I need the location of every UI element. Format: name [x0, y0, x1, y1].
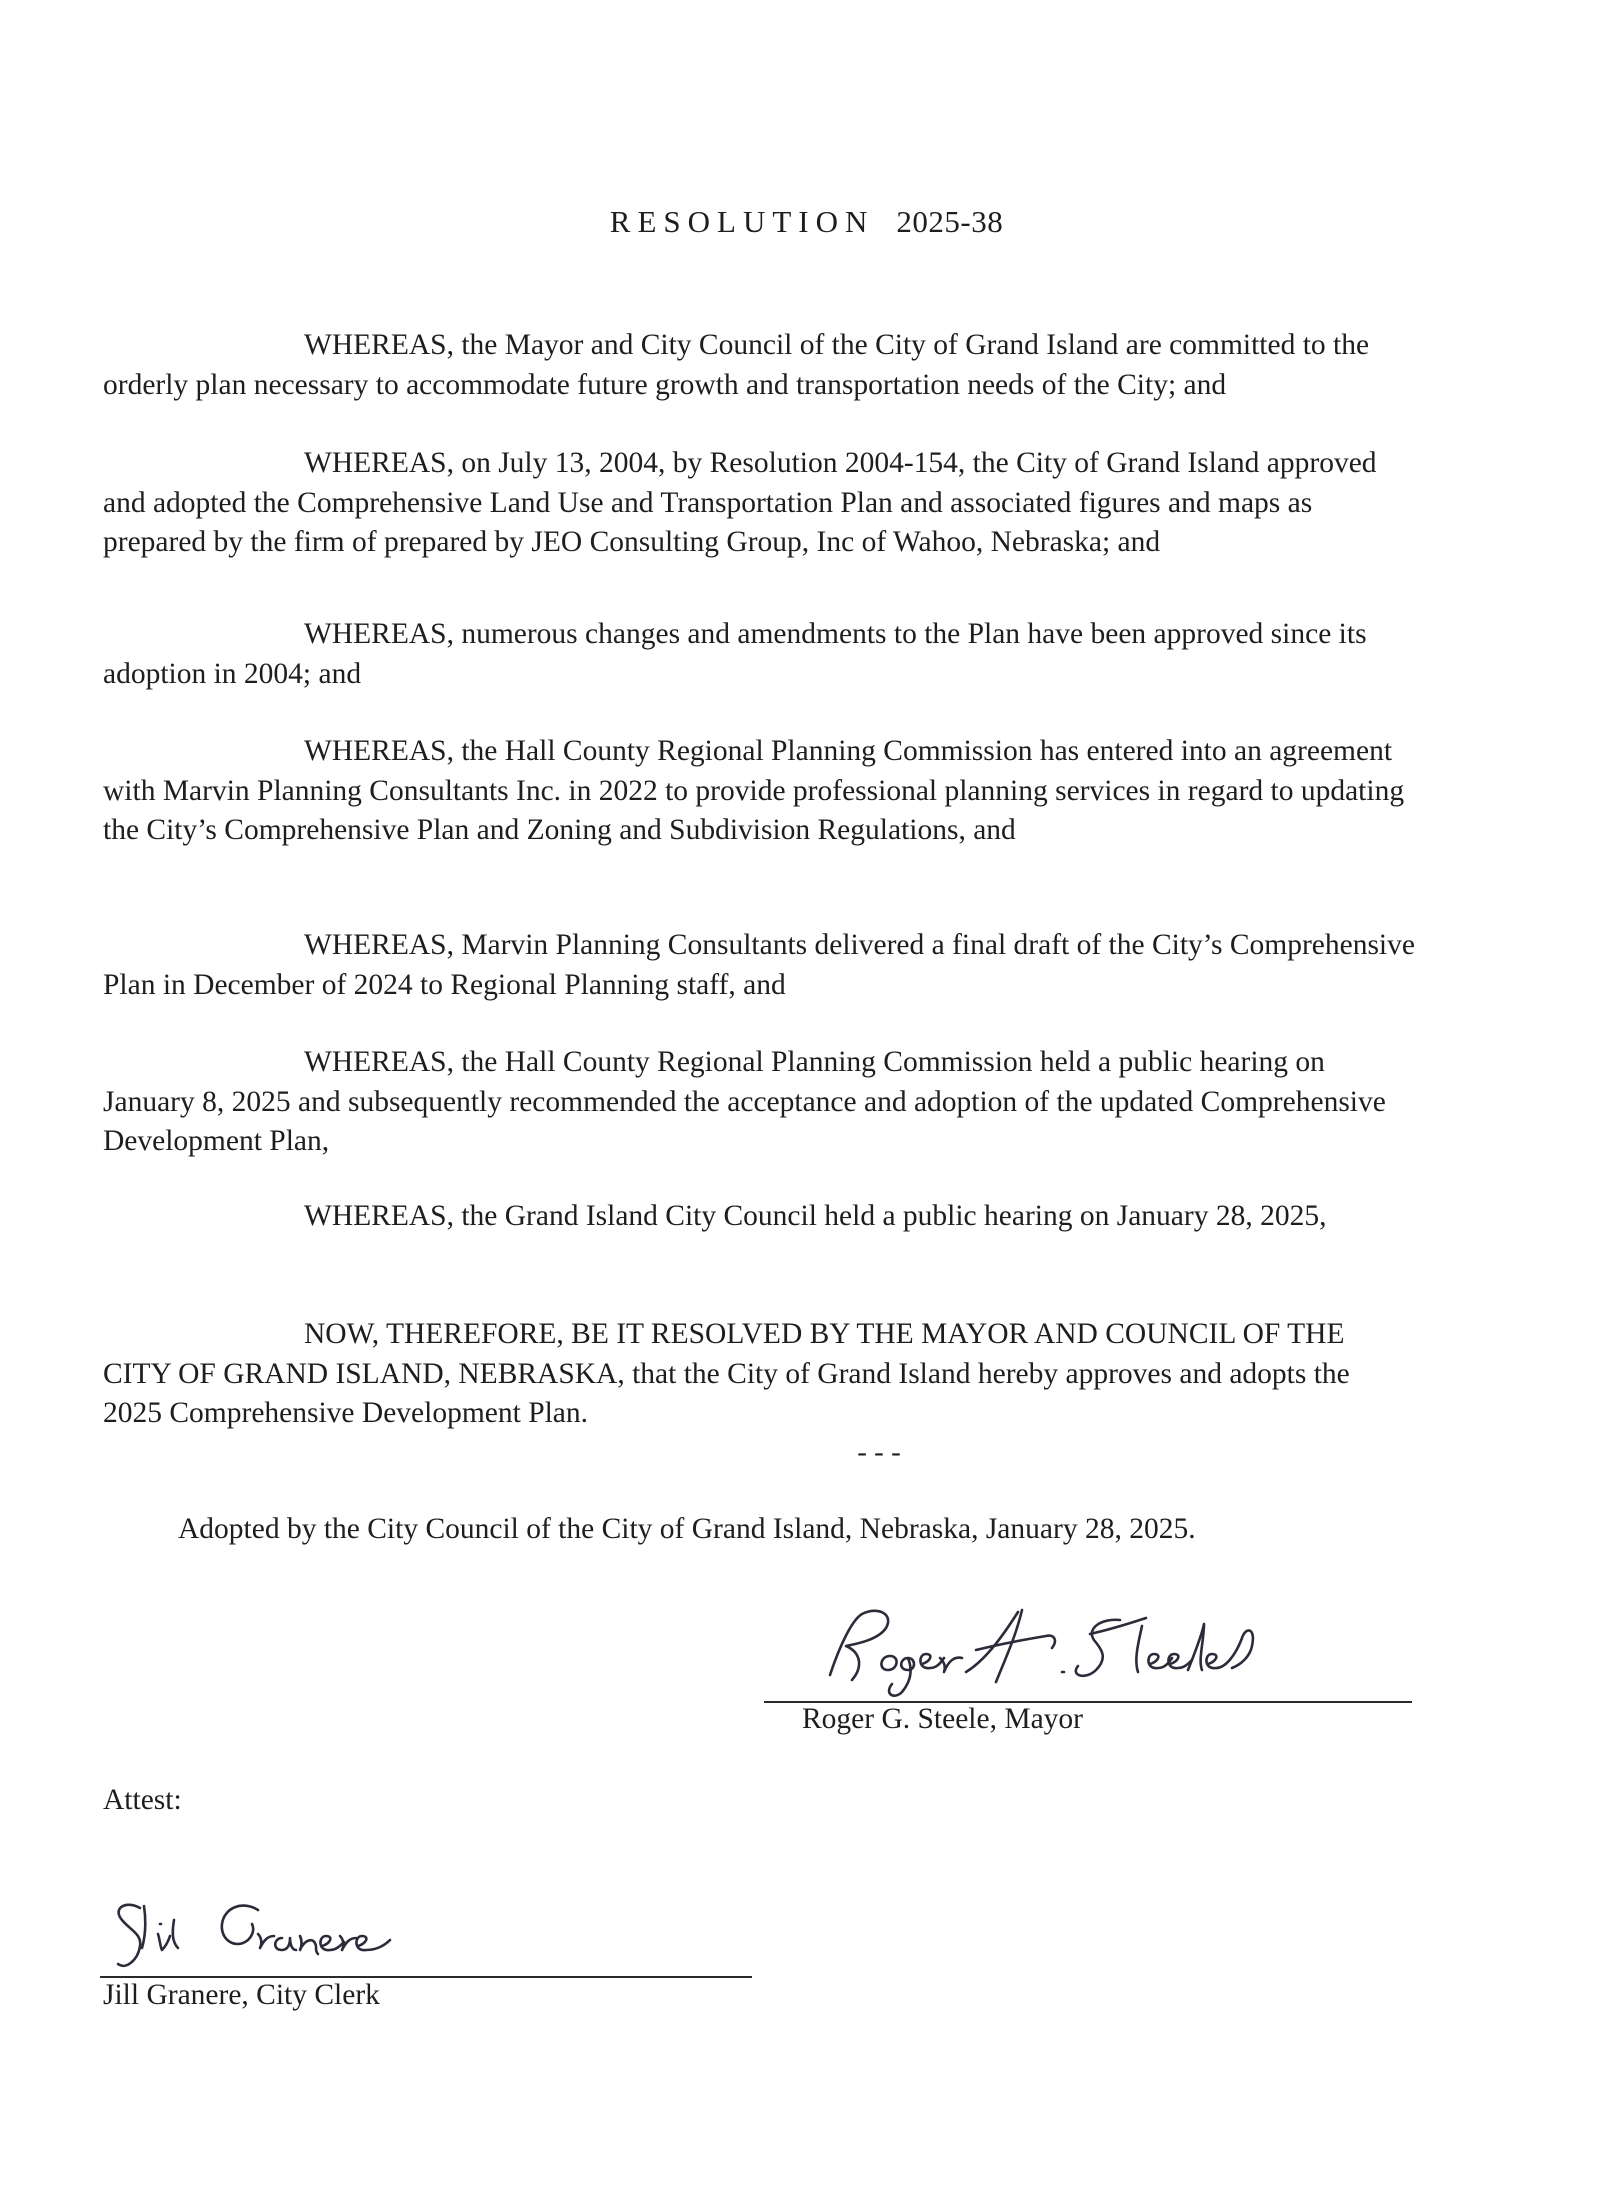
- whereas-paragraph-commitment: WHEREAS, the Mayor and City Council of the City of Grand Island are committed to the orderly plan necessary to accommodate future growth and transportation needs of the City; and: [103, 329, 1370, 401]
- resolution-title: [0, 204, 1613, 240]
- resolution-number: 2025-38: [896, 204, 1004, 239]
- clerk-signature-line: [100, 1976, 752, 1978]
- whereas-paragraph-amendments: WHEREAS, numerous changes and amendments to the Plan have been approved since its adoption in 2004; and: [103, 618, 1367, 690]
- attest-label: Attest:: [103, 1784, 182, 1816]
- clerk-name-title: Jill Granere, City Clerk: [103, 1979, 380, 2011]
- mayor-name-title: Roger G. Steele, Mayor: [802, 1703, 1083, 1735]
- whereas-paragraph-commission-hearing: WHEREAS, the Hall County Regional Planning Commission held a public hearing on January 8, 2025 and subsequently recommended the acceptance and adoption of the updated Comprehensive Development Plan,: [103, 1046, 1386, 1157]
- adopted-statement: Adopted by the City Council of the City of Grand Island, Nebraska, January 28, 2025.: [178, 1513, 1196, 1545]
- whereas-paragraph-council-hearing: WHEREAS, the Grand Island City Council held a public hearing on January 28, 2025,: [304, 1200, 1327, 1232]
- resolution-title-word: RESOLUTION: [609, 204, 875, 239]
- whereas-paragraph-marvin-agreement: WHEREAS, the Hall County Regional Planning Commission has entered into an agreement with Marvin Planning Consultants Inc. in 2022 to provide professional planning services in regard to updating the City’s Comprehensive Plan and Zoning and Subdivision Regulations, and: [103, 735, 1405, 846]
- whereas-paragraph-final-draft: WHEREAS, Marvin Planning Consultants delivered a final draft of the City’s Comprehensive Plan in December of 2024 to Regional Planning staff, and: [103, 929, 1415, 1001]
- whereas-paragraph-2004-plan: WHEREAS, on July 13, 2004, by Resolution 2004-154, the City of Grand Island approved and adopted the Comprehensive Land Use and Transportation Plan and associated figures and maps as prepared by the firm of prepared by JEO Consulting Group, Inc of Wahoo, Nebraska; and: [103, 447, 1377, 558]
- resolved-paragraph: NOW, THEREFORE, BE IT RESOLVED BY THE MAYOR AND COUNCIL OF THE CITY OF GRAND ISLAND, NEBRASKA, that the City of Grand Island hereby approves and adopts the 2025 Comprehensive Development Plan.: [103, 1318, 1350, 1429]
- section-separator: - - -: [857, 1436, 901, 1468]
